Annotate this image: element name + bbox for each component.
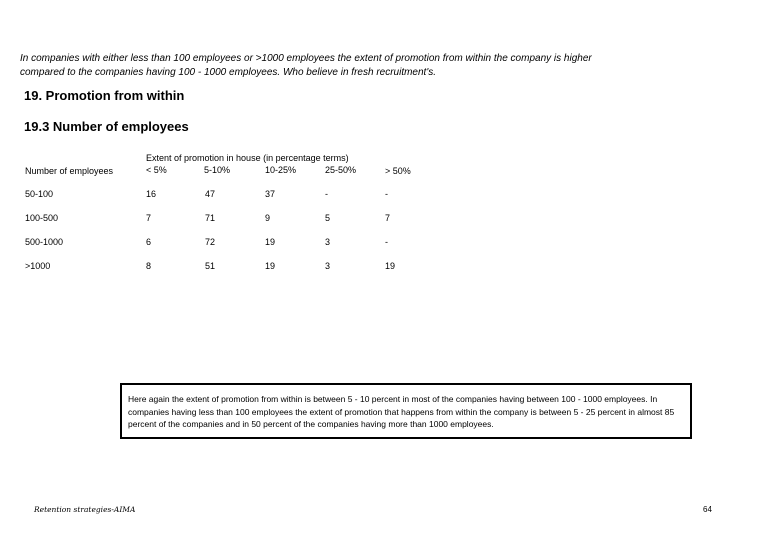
table-cell: 5 [325,213,331,223]
table-cell: 16 [146,189,157,199]
table-cell: 6 [146,237,152,247]
table-cell: - [385,189,388,199]
table-cell: 7 [385,213,391,223]
table-cell: 7 [146,213,152,223]
column-header: < 5% [146,165,167,175]
table-cell: 72 [205,237,216,247]
table-cell: - [325,189,328,199]
table-cell: - [385,237,388,247]
table-row-header: Number of employees [25,166,114,176]
subsection-title: 19.3 Number of employees [24,119,189,134]
row-label: 100-500 [25,213,59,223]
table-cell: 9 [265,213,271,223]
intro-line-2: compared to the companies having 100 - 1000 employees. Who believe in fresh recruitment's. [20,67,437,78]
table-cell: 19 [265,237,276,247]
table-cell: 47 [205,189,216,199]
page-number: 64 [703,505,712,514]
row-label: >1000 [25,261,51,271]
table-cell: 19 [385,261,396,271]
table-cell: 71 [205,213,216,223]
summary-note-box: Here again the extent of promotion from within is between 5 - 10 percent in most of the companies having between 100 - 1000 employees. In companies having less than 100 employees the extent of promotion that happens from within the company is between 5 - 25 percent in almost 85 percent of the companies and in 50 percent of the companies having more than 1000 employees. [120,383,692,439]
intro-line-1: In companies with either less than 100 employees or >1000 employees the extent of promotion from within the company is higher [20,53,592,64]
row-label: 50-100 [25,189,54,199]
column-header: 10-25% [265,165,297,175]
column-header: 5-10% [204,165,231,175]
table-extent-title: Extent of promotion in house (in percentage terms) [146,153,349,163]
section-title: 19. Promotion from within [24,88,185,103]
table-cell: 51 [205,261,216,271]
column-header: > 50% [385,166,411,176]
intro-text [20,52,720,80]
row-label: 500-1000 [25,237,64,247]
footer-source: Retention strategies-AIMA [34,505,136,514]
table-cell: 8 [146,261,152,271]
table-cell: 19 [265,261,276,271]
table-cell: 3 [325,237,331,247]
table-cell: 37 [265,189,276,199]
table-cell: 3 [325,261,331,271]
column-header: 25-50% [325,165,357,175]
